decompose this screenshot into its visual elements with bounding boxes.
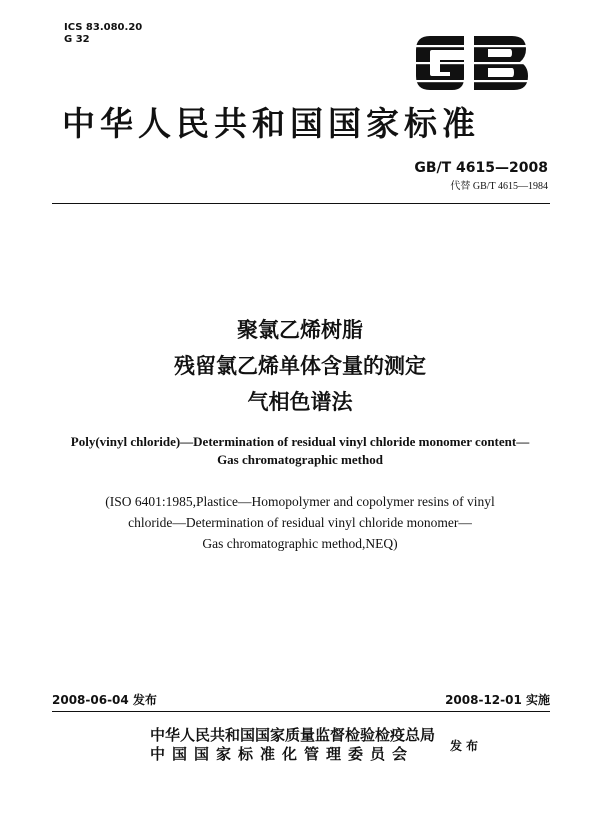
issuer-aqsiq: 中华人民共和国国家质量监督检验检疫总局	[150, 726, 436, 744]
issuer-sac: 中国国家标准化管理委员会	[150, 745, 415, 763]
english-title-line-2: Gas chromatographic method	[217, 452, 383, 467]
ics-code: ICS 83.080.20	[64, 22, 143, 33]
publish-label: 发布	[450, 739, 483, 753]
issue-date: 2008-06-04 发布	[52, 693, 157, 707]
issuing-organizations	[150, 726, 450, 764]
gb-logo-graphic	[412, 30, 532, 96]
iso-reference	[30, 491, 570, 554]
iso-reference-line-3: Gas chromatographic method,NEQ)	[202, 536, 398, 551]
implementation-date: 2008-12-01 实施	[445, 693, 550, 707]
dates-row	[52, 691, 550, 709]
chinese-title-line-1: 聚氯乙烯树脂	[237, 318, 363, 342]
gb-logo	[412, 30, 532, 96]
english-title	[30, 433, 570, 469]
standard-number: GB/T 4615—2008	[414, 160, 548, 176]
chinese-title	[0, 312, 600, 420]
national-standard-name: 中华人民共和国国家标准	[62, 104, 480, 143]
chinese-title-line-3: 气相色谱法	[247, 390, 353, 414]
replaces-standard: 代替 GB/T 4615—1984	[450, 181, 548, 192]
standard-number-block	[414, 160, 548, 192]
chinese-title-line-2: 残留氯乙烯单体含量的测定	[174, 354, 426, 378]
iso-reference-line-1: (ISO 6401:1985,Plastice—Homopolymer and copolymer resins of vinyl	[105, 494, 495, 509]
classification-codes	[64, 22, 142, 46]
header-divider	[52, 203, 550, 204]
iso-reference-line-2: chloride—Determination of residual vinyl chloride monomer—	[128, 515, 472, 530]
english-title-line-1: Poly(vinyl chloride)—Determination of residual vinyl chloride monomer content—	[70, 434, 530, 449]
ccs-code: G 32	[64, 34, 90, 45]
footer-divider	[52, 711, 550, 712]
